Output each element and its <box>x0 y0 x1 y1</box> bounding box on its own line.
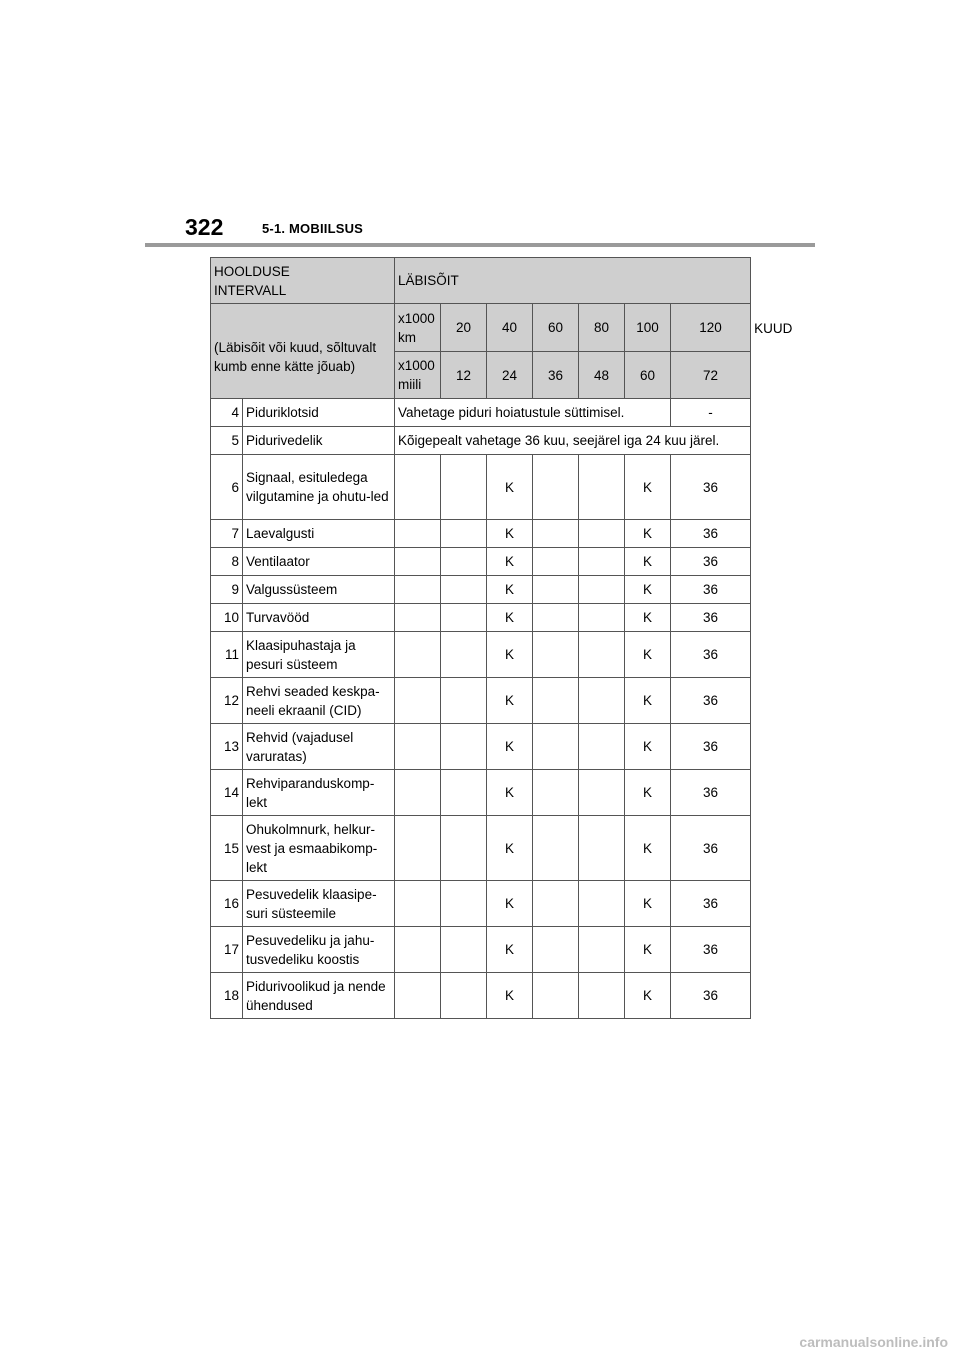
km-value: 100 <box>625 304 671 352</box>
interval-header-line1: HOOLDUSE <box>214 263 290 279</box>
table-row <box>211 576 751 604</box>
row-k: K <box>487 455 533 520</box>
row-k: K <box>625 724 671 770</box>
row-item: Rehvid (vajadusel varuratas) <box>243 724 395 770</box>
row-note: Kõigepealt vahetage 36 kuu, seejärel iga 24 kuu järel. <box>395 427 751 455</box>
row-number: 11 <box>211 632 243 678</box>
row-k: K <box>625 455 671 520</box>
row-number: 15 <box>211 816 243 881</box>
row-months: 36 <box>671 678 751 724</box>
miles-unit-line2: miili <box>398 377 422 392</box>
row-k: K <box>487 632 533 678</box>
row-k: K <box>487 770 533 816</box>
row-k: K <box>625 576 671 604</box>
row-number: 17 <box>211 927 243 973</box>
row-months: 36 <box>671 455 751 520</box>
section-title: 5-1. MOBIILSUS <box>262 221 364 236</box>
row-k: K <box>487 678 533 724</box>
table-row <box>211 632 751 678</box>
km-value: 80 <box>579 304 625 352</box>
table-row <box>211 604 751 632</box>
km-value: 120 <box>671 304 751 352</box>
km-value: 20 <box>441 304 487 352</box>
row-months: 36 <box>671 927 751 973</box>
row-months: 36 <box>671 724 751 770</box>
row-item: Pidurivedelik <box>243 427 395 455</box>
row-item: Ventilaator <box>243 548 395 576</box>
table-row <box>211 724 751 770</box>
miles-value: 72 <box>671 352 751 399</box>
row-k: K <box>487 881 533 927</box>
km-value: 60 <box>533 304 579 352</box>
row-item: Rehvi seaded keskpa-neeli ekraanil (CID) <box>243 678 395 724</box>
km-unit <box>395 304 441 352</box>
miles-unit <box>395 352 441 399</box>
row-k: K <box>487 604 533 632</box>
row-item: Laevalgusti <box>243 520 395 548</box>
row-k: K <box>487 576 533 604</box>
interval-note: (Läbisõit või kuud, sõltuvalt kumb enne kätte jõuab) <box>211 304 395 399</box>
row-months: 36 <box>671 632 751 678</box>
row-months: 36 <box>671 548 751 576</box>
miles-value: 12 <box>441 352 487 399</box>
interval-header-line2: INTERVALL <box>214 282 287 298</box>
row-k: K <box>487 927 533 973</box>
row-months: 36 <box>671 881 751 927</box>
row-item: Valgussüsteem <box>243 576 395 604</box>
row-k: K <box>625 548 671 576</box>
row-item: Signaal, esituledega vilgutamine ja ohutu-led <box>243 455 395 520</box>
row-k: K <box>487 548 533 576</box>
row-k: K <box>625 632 671 678</box>
row-k: K <box>625 973 671 1019</box>
row-item: Piduriklotsid <box>243 399 395 427</box>
interval-header <box>211 258 395 304</box>
miles-value: 24 <box>487 352 533 399</box>
table-row <box>211 881 751 927</box>
row-k: K <box>625 881 671 927</box>
row-number: 4 <box>211 399 243 427</box>
row-k: K <box>487 520 533 548</box>
table-row <box>211 520 751 548</box>
row-item: Rehviparanduskomp-lekt <box>243 770 395 816</box>
row-item: Turvavööd <box>243 604 395 632</box>
table-row <box>211 455 751 520</box>
table-row <box>211 548 751 576</box>
maintenance-table: HOOLDUSE INTERVALL LÄBISÕIT KUUD (Läbisõit või kuud, sõltuvalt kumb enne kätte jõuab) x1000 km 20 40 60 80 100 120 x1000 miili 12 24 36 48 60 72 4 Piduriklotsid Vahetage piduri hoiatustule süttimisel. - 5 Pidurivedelik Kõigepealt vahetage 36 kuu, seejärel iga 24 kuu järel. 6 Signaal, esituledega vilgutamine ja ohutu-led K K 36 7 Laevalgusti K K 36 8 Ventilaator K K 36 9 Valgussüsteem K K 36 10 Turvavööd K K 36 11 Klaasipuhastaja ja pesuri süsteem K K 36 12 Rehvi seaded keskpa-neeli ekraanil (CID) K K 36 13 Rehvid (vajadusel varuratas) K K 36 14 Rehviparanduskomp-lekt K K 36 15 Ohukolmnurk, helkur-vest ja esmaabikomp-lekt K K 36 16 Pesuvedelik klaasipe-suri süsteemile K K 36 17 Pesuvedeliku ja jahu-tusvedeliku koostis K K 36 18 Pidurivoolikud ja nende ühendused K K 36 <box>210 257 751 1019</box>
km-unit-line2: km <box>398 329 416 345</box>
row-number: 13 <box>211 724 243 770</box>
miles-value: 48 <box>579 352 625 399</box>
row-number: 5 <box>211 427 243 455</box>
table-row <box>211 399 751 427</box>
row-number: 18 <box>211 973 243 1019</box>
row-k: K <box>487 816 533 881</box>
row-k: K <box>625 520 671 548</box>
row-note: Vahetage piduri hoiatustule süttimisel. <box>395 399 671 427</box>
row-number: 7 <box>211 520 243 548</box>
row-months: 36 <box>671 520 751 548</box>
table-row <box>211 973 751 1019</box>
mileage-header: LÄBISÕIT <box>395 258 751 304</box>
miles-value: 36 <box>533 352 579 399</box>
row-item: Pesuvedelik klaasipe-suri süsteemile <box>243 881 395 927</box>
row-number: 10 <box>211 604 243 632</box>
row-number: 14 <box>211 770 243 816</box>
row-k: K <box>487 724 533 770</box>
page-number: 322 <box>185 214 224 240</box>
miles-value: 60 <box>625 352 671 399</box>
row-months: 36 <box>671 576 751 604</box>
table-row <box>211 927 751 973</box>
row-number: 16 <box>211 881 243 927</box>
row-item: Pidurivoolikud ja nende ühendused <box>243 973 395 1019</box>
row-months: 36 <box>671 604 751 632</box>
watermark-footer: carmanualsonline.info <box>799 1334 948 1350</box>
row-k: K <box>625 770 671 816</box>
row-months: 36 <box>671 973 751 1019</box>
row-item: Klaasipuhastaja ja pesuri süsteem <box>243 632 395 678</box>
row-k: K <box>487 973 533 1019</box>
table-row <box>211 816 751 881</box>
miles-unit-line1: x1000 <box>398 358 435 373</box>
row-number: 8 <box>211 548 243 576</box>
row-number: 9 <box>211 576 243 604</box>
row-months: 36 <box>671 816 751 881</box>
table-row <box>211 678 751 724</box>
row-k: K <box>625 678 671 724</box>
row-item: Pesuvedeliku ja jahu-tusvedeliku koostis <box>243 927 395 973</box>
row-item: Ohukolmnurk, helkur-vest ja esmaabikomp-lekt <box>243 816 395 881</box>
row-k: K <box>625 927 671 973</box>
row-months: - <box>671 399 751 427</box>
table-row <box>211 770 751 816</box>
row-k: K <box>625 604 671 632</box>
row-k: K <box>625 816 671 881</box>
row-months: 36 <box>671 770 751 816</box>
table-row <box>211 427 751 455</box>
row-number: 6 <box>211 455 243 520</box>
header-rule <box>145 243 815 247</box>
km-value: 40 <box>487 304 533 352</box>
row-number: 12 <box>211 678 243 724</box>
km-unit-line1: x1000 <box>398 310 435 326</box>
